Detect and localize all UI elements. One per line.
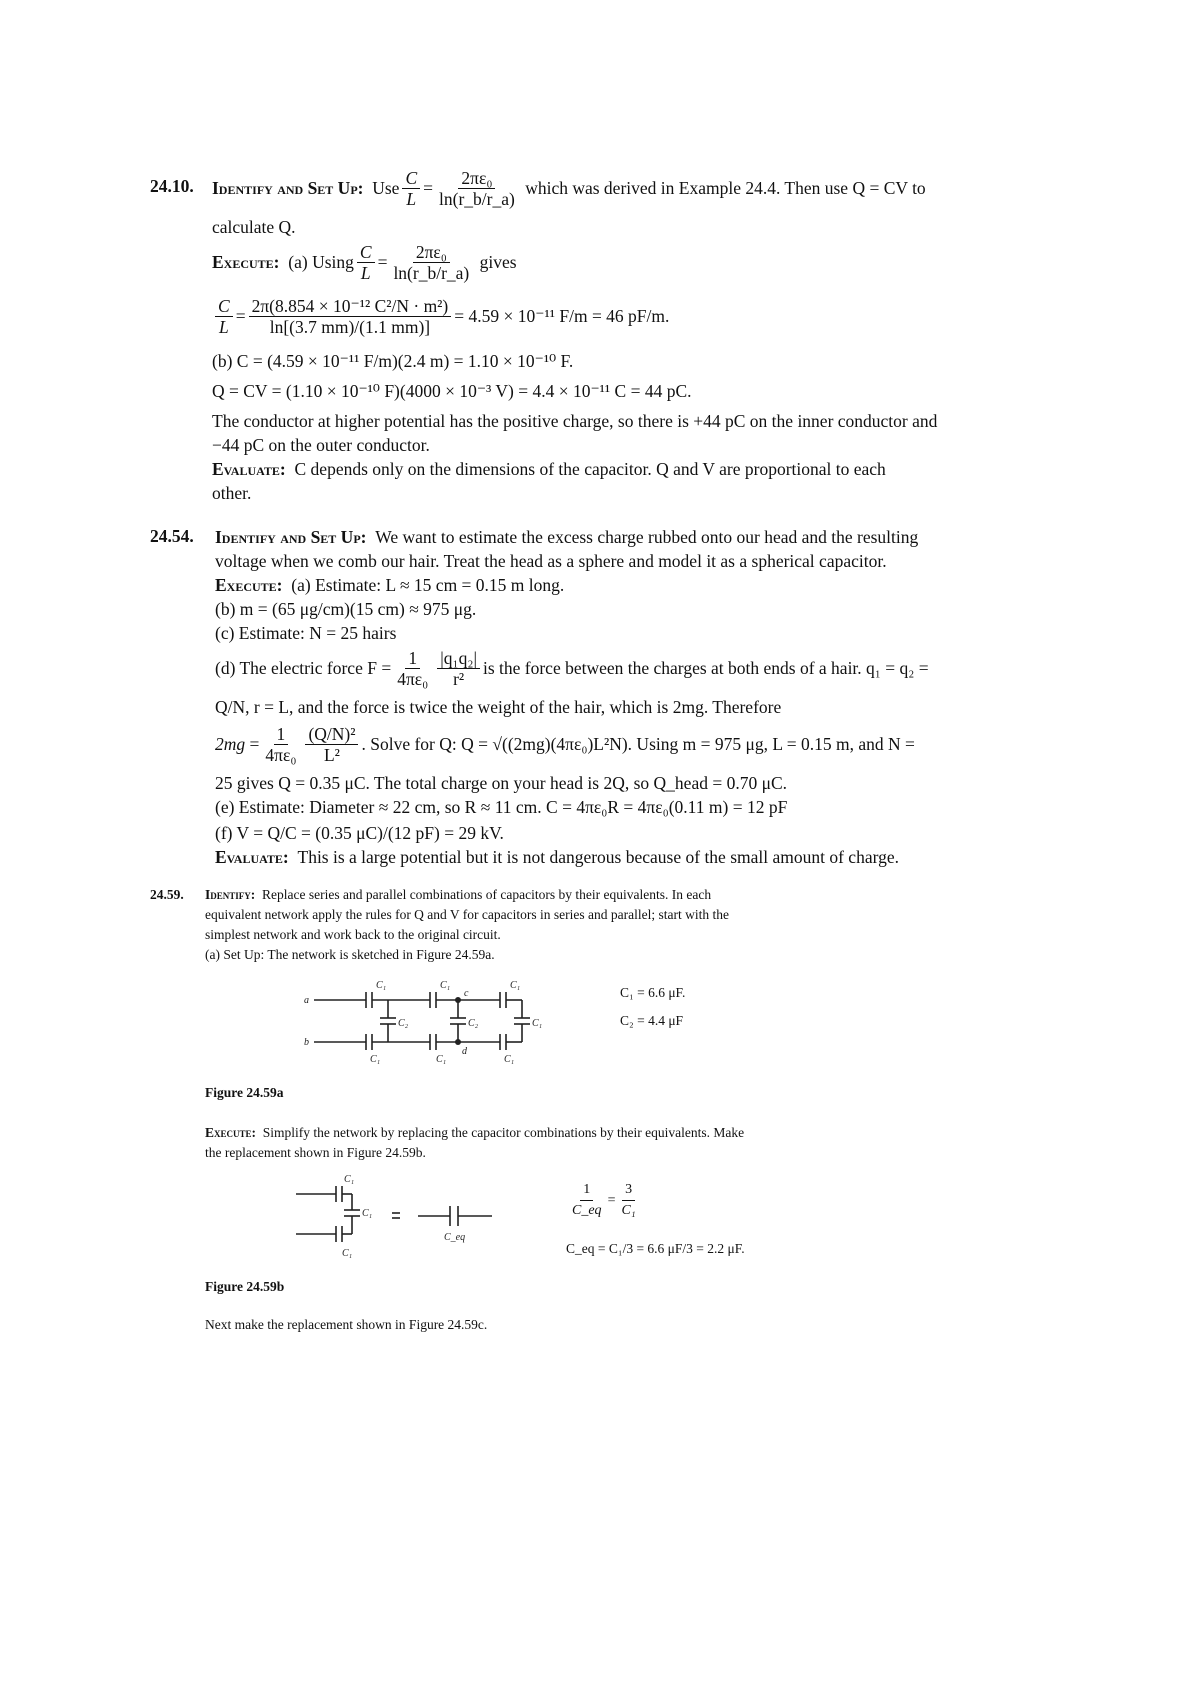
- svg-text:d: d: [462, 1046, 467, 1057]
- next-replacement-line: Next make the replacement shown in Figure 24.59c.: [205, 1317, 488, 1332]
- evaluate-line-3: Evaluate: This is a large potential but it is not dangerous because of the small amount of charge.: [215, 847, 899, 867]
- circuit-diagram-24-59a: [300, 976, 560, 1072]
- identify-line: Identify and Set Up: Use $\frac{C}{L}$ = $\frac{\text{2πε₀}}{\ln(r\_b/r\_a)}$ which was derived in Example 24.4. Then use Q = CV to: [212, 167, 926, 209]
- identify-line-3b: equivalent network apply the rules for Q and V for capacitors in series and parallel; start with the: [205, 907, 729, 922]
- figure-caption-a: Figure 24.59a: [205, 1085, 284, 1100]
- fraction-capacitance-formula-2: $\frac{\text{2πε₀}}{\ln(r\_b/r\_a)}$: [393, 241, 470, 283]
- svg-text:C₁: C₁: [370, 1054, 381, 1065]
- execute-label: Execute:: [212, 252, 280, 272]
- svg-text:C₁: C₁: [436, 1054, 447, 1065]
- two-mg-equation: 2mg = $\frac{1}{\text{4πε₀}}$ $\frac{\text{(Q/N)²}}{\text{L²}}$ . Solve for Q: Q = √((2mg)(4πε₀)L²N). Using m = 975 μg, L = 0.15 m, and N =: [215, 723, 915, 765]
- execute-label-3: Execute:: [205, 1125, 257, 1140]
- identify-label-2: Identify and Set Up:: [215, 527, 367, 547]
- svg-text:C₁: C₁: [510, 980, 521, 991]
- identify-label: Identify and Set Up:: [212, 178, 364, 198]
- evaluate-label: Evaluate:: [212, 459, 286, 479]
- figure-caption-b: Figure 24.59b: [205, 1279, 285, 1294]
- fraction-c-over-l-3: $\frac{C}{L}$: [215, 296, 233, 337]
- fraction-q-over-n-squared: $\frac{\text{(Q/N)²}}{\text{L²}}$: [305, 724, 358, 765]
- fraction-capacitance-formula: $\frac{\text{2πε₀}}{\ln(r\_b/r\_a)}$: [439, 167, 515, 209]
- part-a-using: (a) Using: [288, 252, 354, 272]
- setup-line-2: voltage when we comb our hair. Treat the head as a sphere and model it as a spherical capacitor.: [215, 551, 887, 571]
- fraction-c-over-l: $\frac{C}{L}$: [402, 168, 420, 209]
- part-b-mass: (b) m = (65 μg/cm)(15 cm) ≈ 975 μg.: [215, 599, 477, 619]
- svg-text:C₁: C₁: [532, 1018, 543, 1029]
- execute-line: Execute: (a) Using $\frac{C}{L}$ = $\frac{\text{2πε₀}}{\ln(r\_b/r\_a)}$ gives: [212, 241, 517, 283]
- svg-text:c: c: [464, 988, 469, 999]
- problem-number-24-59: 24.59.: [150, 887, 184, 902]
- execute-line-2: Execute: (a) Estimate: L ≈ 15 cm = 0.15 m long.: [215, 575, 565, 595]
- identify-label-3: Identify:: [205, 887, 256, 902]
- evaluate-line-2: other.: [212, 483, 252, 503]
- execute-line-3: Execute: Simplify the network by replacing the capacitor combinations by their equivalents. Make: [205, 1125, 745, 1140]
- use-word: Use: [372, 178, 400, 198]
- part-f-voltage: (f) V = Q/C = (0.35 μC)/(12 pF) = 29 kV.: [215, 823, 504, 843]
- setup-line-3: (a) Set Up: The network is sketched in Figure 24.59a.: [205, 947, 495, 962]
- conductor-line-1: The conductor at higher potential has the positive charge, so there is +44 pC on the inner conductor and: [212, 411, 938, 431]
- problem-number-24-54: 24.54.: [150, 526, 194, 546]
- q-equals-cv-line: Q = CV = (1.10 × 10⁻¹⁰ F)(4000 × 10⁻³ V) = 4.4 × 10⁻¹¹ C = 44 pC.: [212, 381, 692, 401]
- svg-text:C₁: C₁: [376, 980, 387, 991]
- gives-word: gives: [479, 252, 517, 272]
- evaluate-line-1: Evaluate: C depends only on the dimensions of the capacitor. Q and V are proportional to each: [212, 459, 886, 479]
- identify-line-3c: simplest network and work back to the original circuit.: [205, 927, 501, 942]
- svg-text:C₂: C₂: [398, 1018, 409, 1029]
- c2-value: C₂ = 4.4 μF: [620, 1013, 684, 1028]
- svg-text:C₁: C₁: [504, 1054, 515, 1065]
- ceq-series-equation: $\frac{1}{C\_eq}$ = $\frac{3}{\text{C₁}}$: [572, 1182, 636, 1218]
- evaluate-label-2: Evaluate:: [215, 847, 289, 867]
- svg-text:C₁: C₁: [342, 1248, 353, 1259]
- problem-number-24-10: 24.10.: [150, 176, 194, 196]
- svg-text:a: a: [304, 995, 309, 1006]
- fraction-c-over-l-2: $\frac{C}{L}$: [357, 242, 375, 283]
- part-c-hairs: (c) Estimate: N = 25 hairs: [215, 623, 397, 643]
- execute-label-2: Execute:: [215, 575, 283, 595]
- svg-text:C_eq: C_eq: [444, 1232, 466, 1243]
- part-e-capacitance: (e) Estimate: Diameter ≈ 22 cm, so R ≈ 11 cm. C = 4πε₀R = 4πε₀(0.11 m) = 12 pF: [215, 797, 788, 817]
- q-over-n-line: Q/N, r = L, and the force is twice the weight of the hair, which is 2mg. Therefore: [215, 697, 782, 717]
- svg-text:C₂: C₂: [468, 1018, 479, 1029]
- fraction-q1q2-over-r2: $\frac{\text{|q₁q₂|}}{\text{r²}}$: [437, 648, 480, 689]
- calculate-q-line: calculate Q.: [212, 217, 296, 237]
- identify-line-2: Identify and Set Up: We want to estimate the excess charge rubbed onto our head and the resulting: [215, 527, 919, 547]
- part-b-line: (b) C = (4.59 × 10⁻¹¹ F/m)(2.4 m) = 1.10 × 10⁻¹⁰ F.: [212, 351, 574, 371]
- fraction-coulomb-constant-2: $\frac{1}{\text{4πε₀}}$: [265, 723, 297, 765]
- svg-text:C₁: C₁: [440, 980, 451, 991]
- ceq-result: C_eq = C₁/3 = 6.6 μF/3 = 2.2 μF.: [566, 1241, 745, 1256]
- total-charge-line: 25 gives Q = 0.35 μC. The total charge on your head is 2Q, so Q_head = 0.70 μC.: [215, 773, 788, 793]
- conductor-line-2: −44 pC on the outer conductor.: [212, 435, 430, 455]
- svg-text:C₁: C₁: [362, 1208, 373, 1219]
- svg-text:b: b: [304, 1037, 309, 1048]
- svg-text:C₁: C₁: [344, 1174, 355, 1185]
- part-d-force: (d) The electric force F = $\frac{1}{\text{4πε₀}}$ $\frac{\text{|q₁q₂|}}{\text{r²}}$ is the force between the charges at both ends of a hair. q₁ = q₂ =: [215, 647, 929, 689]
- eq1-result: = 4.59 × 10⁻¹¹ F/m = 46 pF/m.: [454, 306, 670, 326]
- fraction-numeric: $\frac{\text{2π(8.854 × 10⁻¹² C²/N · m²)}}{\ln[(3.7 mm)/(1.1 mm)]}$: [249, 296, 452, 337]
- fraction-coulomb-constant: $\frac{1}{\text{4πε₀}}$: [397, 647, 429, 689]
- identify-line-3: Identify: Replace series and parallel combinations of capacitors by their equivalents. In each: [205, 887, 712, 902]
- execute-line-3b: the replacement shown in Figure 24.59b.: [205, 1145, 426, 1160]
- circuit-diagram-24-59b: [290, 1172, 510, 1264]
- c1-value: C₁ = 6.6 μF.: [620, 985, 686, 1000]
- equation-c-per-l: $\frac{C}{L}$ = $\frac{\text{2π(8.854 × 10⁻¹² C²/N · m²)}}{\ln[(3.7 mm)/(1.1 mm)]}$ = 4.59 × 10⁻¹¹ F/m = 46 pF/m.: [212, 294, 669, 338]
- derived-text: which was derived in Example 24.4. Then use Q = CV to: [525, 178, 926, 198]
